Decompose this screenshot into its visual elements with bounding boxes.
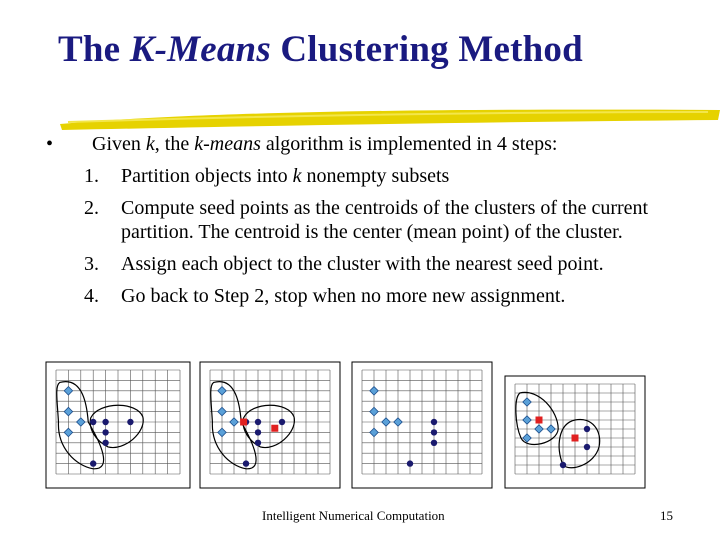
highlighter-stroke	[58, 104, 720, 134]
data-point	[102, 440, 108, 446]
centroid-point	[572, 435, 579, 442]
centroid-point	[240, 419, 247, 426]
step-1-part-2: k	[292, 165, 302, 187]
data-point	[255, 440, 261, 446]
intro-part-5: algorithm is implemented in 4 steps:	[260, 133, 558, 155]
step-text: Assign each object to the cluster with the nearest seed point.	[121, 253, 604, 275]
step-item	[84, 252, 704, 276]
data-point	[279, 419, 285, 425]
data-point	[102, 419, 108, 425]
data-point	[560, 462, 566, 468]
kmeans-panel	[200, 362, 340, 488]
kmeans-panel	[352, 362, 492, 488]
intro-part-1: Given	[92, 133, 146, 155]
data-point	[431, 440, 437, 446]
intro-part-2: k	[145, 133, 155, 155]
data-point	[243, 460, 249, 466]
step-number: 1.	[84, 165, 99, 187]
data-point	[90, 460, 96, 466]
title-part-3: Clustering Method	[270, 29, 583, 70]
data-point	[102, 429, 108, 435]
kmeans-figures	[0, 360, 720, 495]
step-1-part-1: Partition objects into	[121, 165, 293, 187]
data-point	[407, 460, 413, 466]
page-number: 15	[660, 508, 673, 523]
step-number: 3.	[84, 253, 99, 275]
bullet-marker: •	[46, 133, 54, 155]
steps-list	[84, 164, 704, 316]
intro-part-3: , the	[154, 133, 195, 155]
step-text	[121, 164, 704, 188]
data-point	[584, 426, 590, 432]
kmeans-panel	[505, 376, 645, 488]
data-point	[90, 419, 96, 425]
intro-text	[92, 133, 558, 156]
data-point	[431, 429, 437, 435]
step-number: 4.	[84, 285, 99, 307]
step-item	[84, 164, 704, 188]
title-part-2: K-Means	[129, 29, 271, 70]
step-item	[84, 284, 704, 308]
intro-part-4: k-means	[194, 133, 261, 155]
step-number: 2.	[84, 197, 99, 219]
data-point	[584, 444, 590, 450]
step-text: Compute seed points as the centroids of the clusters of the current partition. The centroid is the center (mean point) of the cluster.	[121, 197, 649, 243]
centroid-point	[536, 417, 543, 424]
step-1-part-3: nonempty subsets	[301, 165, 450, 187]
kmeans-panel	[46, 362, 190, 488]
data-point	[127, 419, 133, 425]
title-part-1: The	[58, 29, 130, 70]
footer-text: Intelligent Numerical Computation	[262, 508, 445, 523]
step-text: Go back to Step 2, stop when no more new assignment.	[121, 285, 566, 307]
centroid-point	[271, 425, 278, 432]
data-point	[255, 419, 261, 425]
step-item	[84, 196, 704, 244]
data-point	[255, 429, 261, 435]
data-point	[431, 419, 437, 425]
slide-title	[58, 28, 583, 71]
